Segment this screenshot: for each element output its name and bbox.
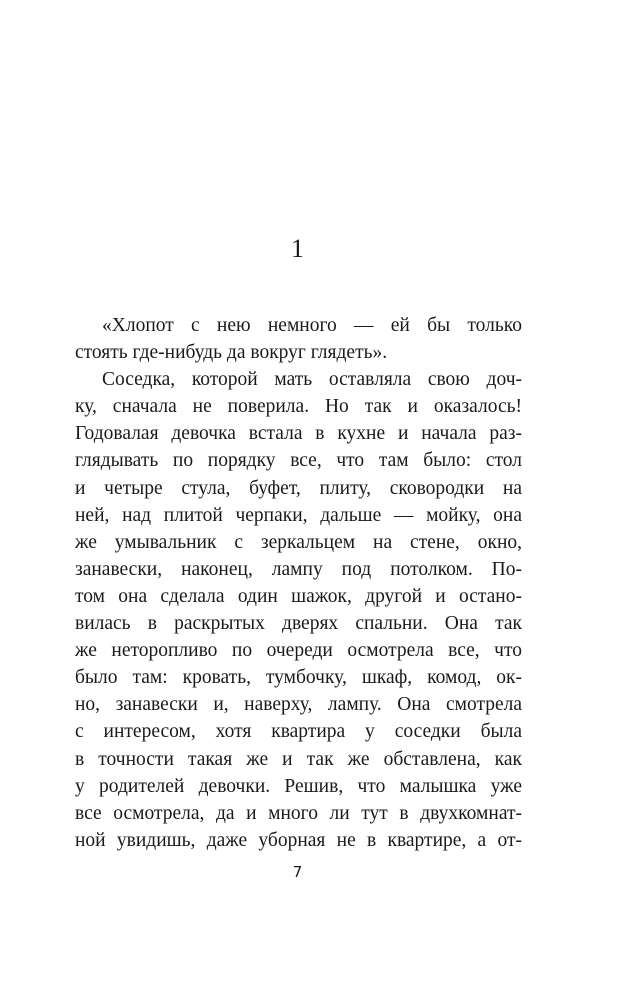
chapter-text [75, 312, 522, 854]
text-line: в точности такая же и так же обставлена, как [75, 748, 522, 770]
text-line: вилась в раскрытых дверях спальни. Она так [75, 613, 522, 635]
text-line: с интересом, хотя квартира у соседки была [75, 721, 522, 743]
text-line: ку, сначала не поверила. Но так и оказалось! [75, 396, 522, 418]
text-line: том она сделала один шажок, другой и остано- [75, 585, 522, 607]
text-line: ней, над плитой черпаки, дальше — мойку, она [75, 504, 522, 526]
text-line: было там: кровать, тумбочку, шкаф, комод, ок- [75, 667, 522, 689]
text-line: у родителей девочки. Решив, что малышка уже [75, 775, 522, 797]
text-line: и четыре стула, буфет, плиту, сковородки на [75, 477, 522, 499]
chapter-number: 1 [291, 234, 304, 263]
text-line: Годовалая девочка встала в кухне и начала раз- [75, 423, 522, 445]
text-line: же умывальник с зеркальцем на стене, окно, [75, 531, 522, 553]
page-number: 7 [292, 863, 303, 881]
text-line: Соседка, которой мать оставляла свою доч- [102, 369, 522, 391]
text-line: все осмотрела, да и много ли тут в двухкомнат- [75, 802, 522, 824]
text-line: же неторопливо по очереди осмотрела все, что [75, 640, 522, 662]
text-line: стоять где-нибудь да вокруг глядеть». [75, 342, 388, 364]
text-line: занавески, наконец, лампу под потолком. По- [75, 558, 522, 580]
text-line: ной увидишь, даже уборная не в квартире, а от- [75, 829, 522, 851]
text-line: но, занавески и, наверху, лампу. Она смотрела [75, 694, 522, 716]
text-line: «Хлопот с нею немного — ей бы только [102, 315, 522, 336]
text-line: глядывать по порядку все, что там было: стол [75, 450, 522, 472]
